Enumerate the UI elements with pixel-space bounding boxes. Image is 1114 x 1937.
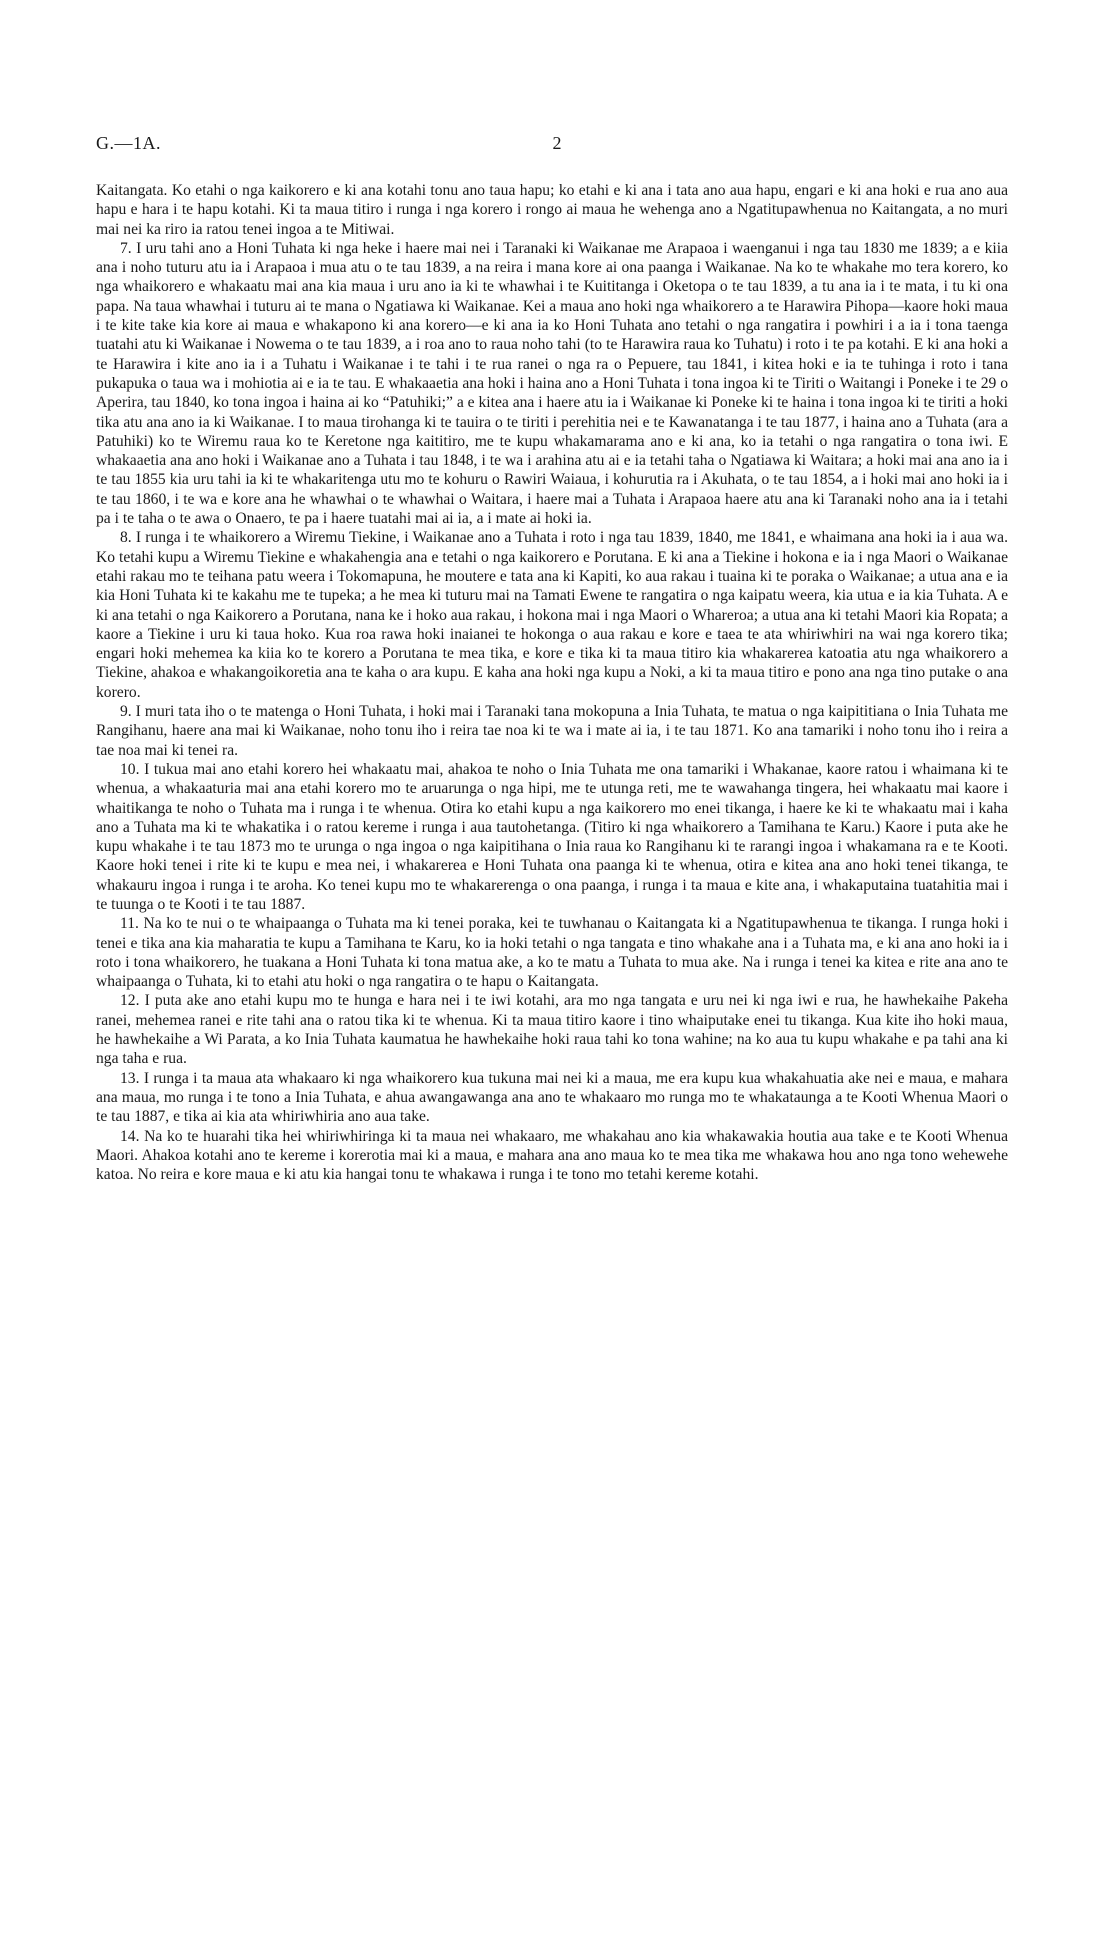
- page-header: [96, 133, 1018, 157]
- paragraph-8: 8. I runga i te whaikorero a Wiremu Tiekine, i Waikanae ano a Tuhata i roto i nga tau 1839, 1840, me 1841, e whaimana ana hoki ia i aua wa. Ko tetahi kupu a Wiremu Tiekine e whakahengia ana e tetahi o nga kaikorero e Porutana. E ki ana a Tiekine i hokona e ia i nga Maori o Waikanae etahi rakau mo te teihana patu weera i Tokomapuna, he moutere e tata ana ki Kapiti, ko aua rakau i tuaina ki te poraka o Waikanae; a utua ana e ia kia Honi Tuhata ki te kakahu me te tupeka; a he mea ki tuturu mai na Tamati Ewene te rangatira o nga kaipatu weera, kia utua e ia kia Tuhata. A e ki ana tetahi o nga Kaikorero a Porutana, nana ke i hoko aua rakau, i hokona mai i nga Maori o Whareroa; a utua ana ki tetahi Maori kia Ropata; a kaore a Tiekine i uru ki taua hoko. Kua roa rawa hoki inaianei te hokonga o aua rakau e kore e taea te ata whiriwhiri na wai nga korero tika; engari hoki mehemea ka kiia ko te korero a Porutana te mea tika, e kore e tika ki ta maua titiro kia whakarerea katoatia atu nga whaikorero a Tiekine, ahakoa e whakangoikoretia ana te kaha o ara kupu. E kaha ana hoki nga kupu a Noki, a ki ta maua titiro e pono ana nga tino putake o ana korero.: [96, 529, 1008, 701]
- page-number: 2: [552, 133, 562, 153]
- paragraph-12: 12. I puta ake ano etahi kupu mo te hunga e hara nei i te iwi kotahi, ara mo nga tangata e uru nei ki nga iwi e rua, he hawhekaihe Pakeha ranei, mehemea ranei e rite tahi ana o ratou tika ki te whenua. Ki ta maua titiro kaore i tino whaiputake enei tu tikanga. Kua kite iho hoki maua, he hawhekaihe a Wi Parata, a ko Inia Tuhata kaumatua he hawhekaihe hoki raua tahi ko tona wahine; na ko aua tu kupu whakahe e pa tahi ana ki nga taha e rua.: [96, 992, 1008, 1068]
- paragraph-7: 7. I uru tahi ano a Honi Tuhata ki nga heke i haere mai nei i Taranaki ki Waikanae me Arapaoa i waenganui i nga tau 1830 me 1839; a e kiia ana i noho tuturu atu ia i Arapaoa i mua atu o te tau 1839, a na reira i mana kore ai ona paanga i Waikanae. Na ko te whakahe mo tera korero, ko nga whaikorero e whakaatu mai ana kia maua i uru ano ia ki te whawhai i te Kuititanga i Oketopa o te tau 1839, a tu ana ia i te mata, i tu ki ona papa. Na taua whawhai i tuturu ai te mana o Ngatiawa ki Waikanae. Kei a maua ano hoki nga whaikorero a te Harawira Pihopa—kaore hoki maua i te kite take kia kore ai maua e whakapono ki ana korero—e ki ana ia ko Honi Tuhata ano tetahi o nga rangatira i powhiri i a ia i tona taenga tuatahi atu ki Waikanae i Nowema o te tau 1839, a i roa ano to raua noho tahi (to te Harawira raua ko Tuhatu) i roto i te pa kotahi. E ki ana hoki a te Harawira i kite ano ia i a Tuhatu i Waikanae i te tahi i te rua ranei o nga ra o Pepuere, tau 1841, i kitea hoki e ia te tuhinga i roto i tana pukapuka o taua wa i mohiotia ai e ia te tau. E whakaaetia ana hoki i haina ano a Honi Tuhata i tona ingoa ki te Tiriti o Waitangi i Poneke i te 29 o Aperira, tau 1840, ko tona ingoa i haina ai ko “Patuhiki;” a e kitea ana i haere atu ia i Waikanae ki Poneke ki te haina i tona ingoa ki te tiriti a hoki tika atu ana ano ia ki Waikanae. I to maua tirohanga ki te tauira o te tiriti i perehitia nei e te Kawanatanga i te tau 1877, i haina ano a Tuhata (ara a Patuhiki) ko te Wiremu raua ko te Keretone nga kaititiro, me te kupu whakamarama ano e ki ana, ko ia tetahi o nga rangatira o tona iwi. E whakaaetia ana ano hoki i Waikanae ano a Tuhata i tau 1848, i te wa i arahina atu ai e ia tetahi taha o Ngatiawa ki Waitara; a hoki mai ana ano ia i te tau 1855 kia uru tahi ia ki te whakaritenga utu mo te kohuru o Rawiri Waiaua, i kohurutia ra i Akuhata, o te tau 1854, a i hoki mai ano hoki ia i te tau 1860, i te wa e kore ana he whawhai o te whawhai o Waitara, i haere mai a Tuhata i Arapaoa haere atu ana ki Taranaki noho ana ia i tetahi pa i te taha o te awa o Onaero, te pa i haere tuatahi mai ai ia, a i mate ai hoki ia.: [96, 239, 1008, 528]
- document-body: [96, 181, 1008, 1184]
- paragraph-11: 11. Na ko te nui o te whaipaanga o Tuhata ma ki tenei poraka, kei te tuwhanau o Kaitangata ki a Ngatitupawhenua te tikanga. I runga hoki i tenei e tika ana kia maharatia te kupu a Tamihana te Karu, ko ia hoki tetahi o nga tangata e tino whakahe ana i a Tuhata ma, e ki ana ano hoki ia i roto i tona whaikorero, he tuakana a Honi Tuhata ki tona matua ake, a ko te matu a Tuhata to mua ake. Na i runga i tenei ka kitea e rite ana ano te whaipaanga o Tuhata, ki to etahi atu hoki o nga rangatira o te hapu o Kaitangata.: [96, 915, 1008, 991]
- paragraph-continuation: Kaitangata. Ko etahi o nga kaikorero e ki ana kotahi tonu ano taua hapu; ko etahi e ki ana i tata ano aua hapu, engari e ki ana hoki e rua ano aua hapu e hara i te hapu kotahi. Ki ta maua titiro i runga i nga korero i rongo ai maua he wehenga ano a Ngatitupawhenua no Kaitangata, a no muri mai nei ka riro ia ratou tenei ingoa a te Mitiwai.: [96, 182, 1008, 238]
- paragraph-9: 9. I muri tata iho o te matenga o Honi Tuhata, i hoki mai i Taranaki tana mokopuna a Inia Tuhata, te matua o nga kaipititiana o Inia Tuhata me Rangihanu, haere ana mai ki Waikanae, noho tonu iho i reira tae noa ki te wa i mate ai ia, i te tau 1871. Ko ana tamariki i noho tonu iho i reira a tae noa mai ki tenei ra.: [96, 703, 1008, 759]
- paragraph-10: 10. I tukua mai ano etahi korero hei whakaatu mai, ahakoa te noho o Inia Tuhata me ona tamariki i Whakanae, kaore ratou i whaimana ki te whenua, a whakaaturia mai ana etahi korero mo te aruarunga o nga hipi, me te utunga reti, me te wawahanga tingera, hei whakaatu mai kaore i whaitikanga te noho o Tuhata ma i runga i te whenua. Otira ko etahi kupu a nga kaikorero mo enei tikanga, i haere ke ki te whakaatu mai i kaha ano a Tuhata ma ki te whakatika i o ratou kereme i runga i aua tautohetanga. (Titiro ki nga whaikorero a Tamihana te Karu.) Kaore i puta ake he kupu whakahe i te tau 1873 mo te urunga o nga ingoa o nga kaipitihana o Inia raua ko Rangihanu ki te rarangi ingoa i whakamana ra e te Kooti. Kaore hoki tenei i rite ki te kupu e mea nei, i whakarerea e Honi Tuhata ona paanga ki te whenua, otira e kitea ana ano hoki tenei tikanga, te whakauru ingoa i runga i te aroha. Ko tenei kupu mo te whakarerenga o ona paanga, i runga i ta maua e kite ana, i whakaputaina tuatahitia mai i te tuunga o te Kooti i te tau 1887.: [96, 760, 1008, 913]
- paragraph-14: 14. Na ko te huarahi tika hei whiriwhiringa ki ta maua nei whakaaro, me whakahau ano kia whakawakia houtia aua take e te Kooti Whenua Maori. Ahakoa kotahi ano te kereme i korerotia mai ki a maua, e mahara ana ano maua ko te mea tika me whakawa hou ano nga tono wehewehe katoa. No reira e kore maua e ki atu kia hangai tonu te whakawa i runga i te tono mo tetahi kereme kotahi.: [96, 1127, 1008, 1184]
- document-reference: G.—1A.: [96, 133, 161, 153]
- paragraph-13: 13. I runga i ta maua ata whakaaro ki nga whaikorero kua tukuna mai nei ki a maua, me era kupu kua whakahuatia ake nei e maua, e mahara ana maua, mo runga i te tono a Inia Tuhata, e ahua awangawanga ana ano te whakaaro mo runga mo te whakataunga a te Kooti Whenua Maori o te tau 1887, e tika ai kia ata whiriwhiria ano aua take.: [96, 1069, 1008, 1126]
